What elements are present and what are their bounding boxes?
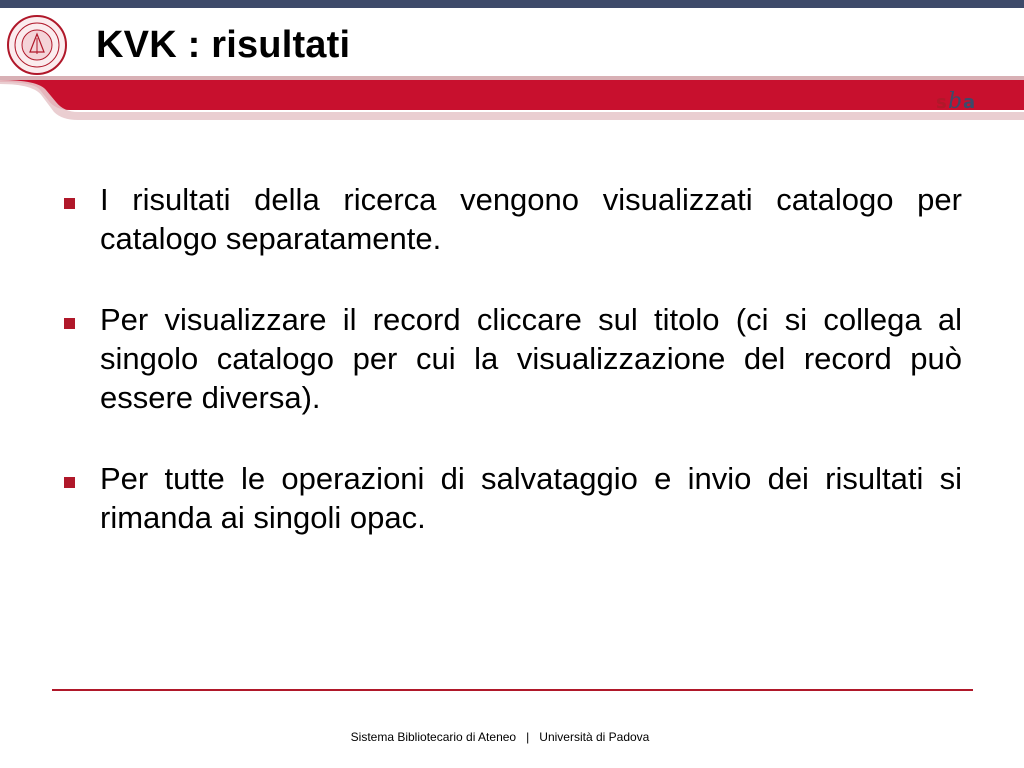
svg-text:a: a <box>963 92 976 113</box>
bullet-item <box>62 459 962 537</box>
footer-separator: | <box>526 730 530 744</box>
bullet-square-icon <box>64 318 75 329</box>
bullet-item <box>62 180 962 258</box>
bullet-text: Per visualizzare il record cliccare sul titolo (ci si collega al singolo catalogo per cui la visualizzazione del record può essere diversa). <box>100 302 962 415</box>
bullet-item <box>62 300 962 417</box>
footer-university: Università di Padova <box>539 730 650 744</box>
footer-divider <box>52 689 973 691</box>
header-band <box>0 76 1024 122</box>
sba-logo-icon <box>934 82 982 118</box>
footer-org: Sistema Bibliotecario di Ateneo <box>350 730 517 744</box>
bullet-text: Per tutte le operazioni di salvataggio e invio dei risultati si rimanda ai singoli opac. <box>100 461 962 535</box>
bullet-list <box>62 180 962 579</box>
svg-text:s: s <box>936 92 947 113</box>
svg-text:b: b <box>948 89 963 114</box>
bullet-text: I risultati della ricerca vengono visualizzati catalogo per catalogo separatamente. <box>100 182 962 256</box>
bullet-square-icon <box>64 198 75 209</box>
footer <box>0 730 1000 744</box>
top-strip <box>0 0 1024 8</box>
bullet-square-icon <box>64 477 75 488</box>
university-seal-icon <box>6 14 68 76</box>
slide-title: KVK : risultati <box>96 24 351 66</box>
